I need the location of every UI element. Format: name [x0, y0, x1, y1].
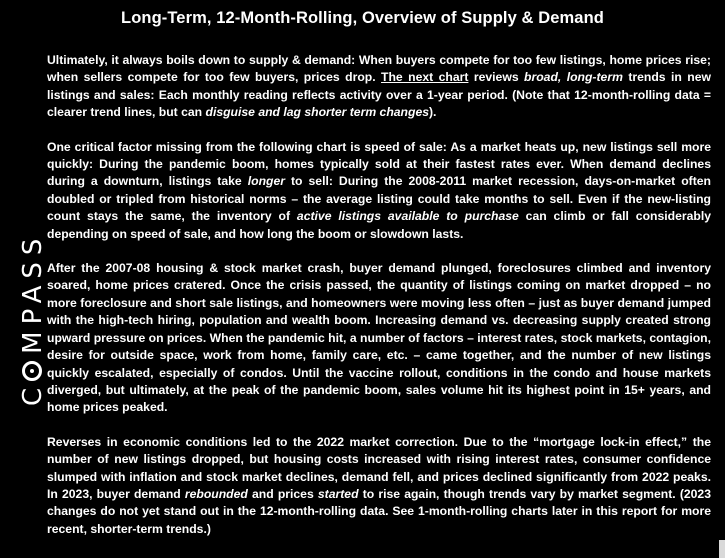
page-title: Long-Term, 12-Month-Rolling, Overview of Supply & Demand	[121, 9, 604, 27]
text-run: longer	[247, 174, 285, 189]
paragraph-4	[47, 434, 711, 538]
text-run: trends in new listings and sales: Each monthly reading reflects activity over a 1-year period. (Note that 12-month-rolling data = clearer trend lines, but can	[47, 70, 711, 120]
text-run: to rise again, though trends vary by market segment. (2023 changes do not yet stand out in the 12-month-rolling data. See 1-month-rolling charts later in this report for more recent, shorter-term trends.)	[47, 486, 711, 536]
text-run: After the 2007-08 housing & stock market crash, buyer demand plunged, foreclosures climbed and inventory soared, home prices cratered. Once the crisis passed, the quantity of listings coming on market dropped – no more foreclosure and short sale listings, and homeowners were moving less often – just as buyer demand jumped with the high-tech hiring, population and wealth boom. Increasing demand vs. decreasing supply created strong upward pressure on prices. When the pandemic hit, a number of factors – interest rates, stock markets, contagion, desire for outside space, work from home, family care, etc. – came together, and the number of new listings quickly escalated, especially of condos. Until the vaccine rollout, conditions in the condo and house markets diverged, but ultimately, at the peak of the pandemic boom, sales volume hit its highest point in 15+ years, and home prices peaked.	[47, 261, 711, 415]
text-run: disguise and lag shorter term changes	[205, 105, 429, 120]
text-run: to sell: During the 2008-2011 market recession, days-on-market often doubled or tripled from historical norms – the average listing could take months to sell. Even if the new-listing count stays the same, the inventory of	[47, 174, 711, 224]
text-run: broad, long-term	[524, 70, 623, 85]
paragraph-2	[47, 139, 711, 243]
paragraph-3	[47, 260, 711, 417]
compass-logo: CMPASS	[18, 231, 48, 406]
logo-o-mark	[22, 361, 42, 381]
body-text	[47, 52, 711, 555]
text-run: active listings available to purchase	[296, 209, 519, 224]
text-run: started	[317, 486, 359, 501]
text-run: Reverses in economic conditions led to the 2022 market correction. Due to the “mortgage lock-in effect,” the number of new listings dropped, but housing costs increased with rising interest rates, consumer confidence slumped with inflation and stock market declines, demand fell, and prices declined significantly from 2022 peaks. In 2023, buyer demand	[47, 434, 711, 501]
text-run: One critical factor missing from the following chart is speed of sale: As a market heats up, new listings sell more quickly: During the pandemic boom, homes typically sold at their fastest rates ever. When demand declines during a downturn, listings take	[47, 139, 711, 189]
corner-mark	[719, 540, 725, 558]
text-run: The next chart	[381, 70, 469, 85]
text-run: Ultimately, it always boils down to supply & demand: When buyers compete for too few listings, home prices rise; when sellers compete for too few buyers, prices drop.	[47, 53, 711, 85]
text-run: rebounded	[184, 486, 248, 501]
text-run: ).	[429, 105, 437, 120]
paragraph-1	[47, 52, 711, 122]
text-run: reviews	[468, 70, 525, 85]
text-run: and prices	[247, 486, 318, 501]
text-run: can climb or fall considerably depending on speed of sale, and how long the boom or slowdown lasts.	[47, 209, 711, 241]
